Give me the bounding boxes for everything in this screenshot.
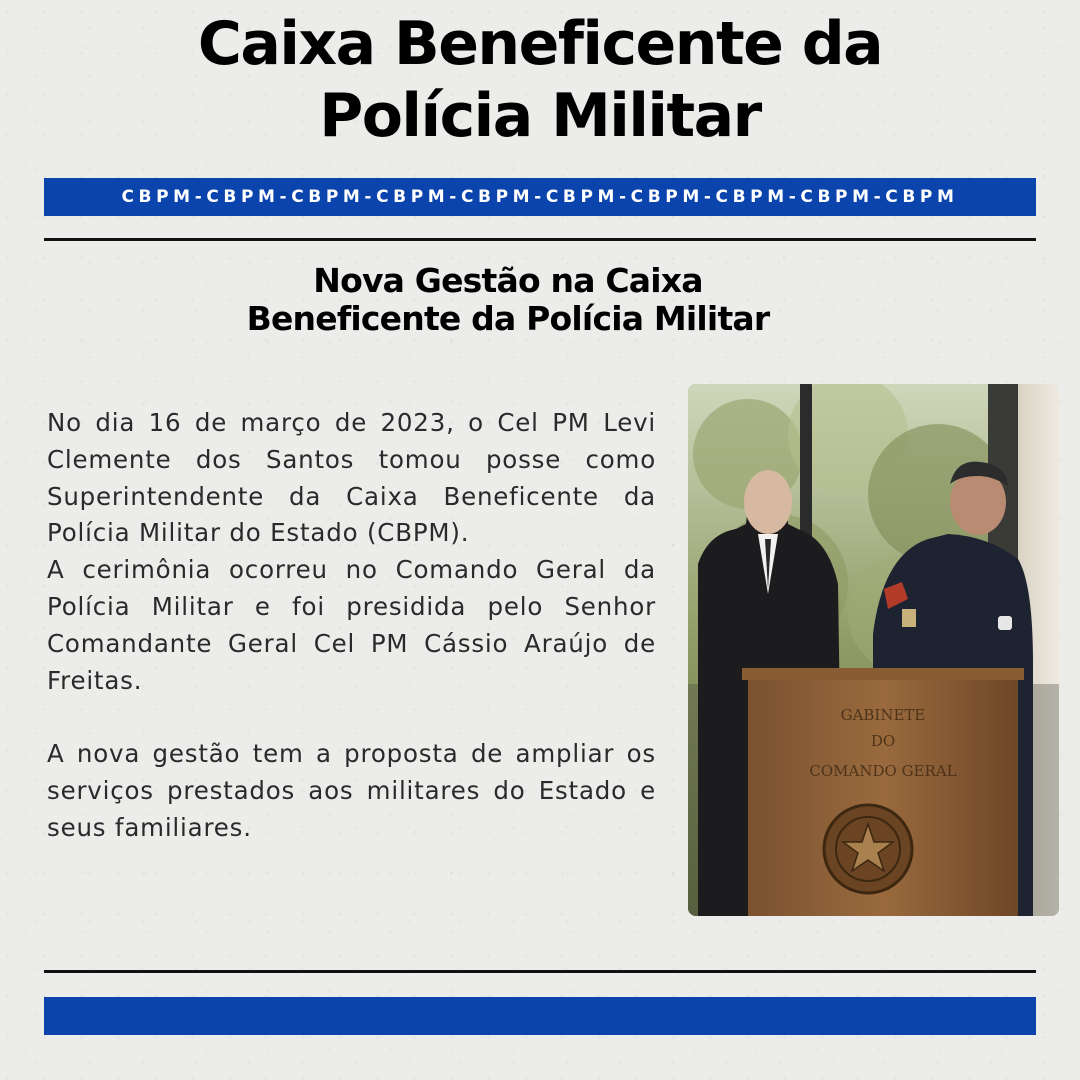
paragraph-spacer (47, 699, 656, 736)
divider-top (44, 238, 1036, 241)
headline-line-2: Beneficente da Polícia Militar (246, 299, 770, 338)
article-paragraph-1: No dia 16 de março de 2023, o Cel PM Levi Clemente dos Santos tomou posse como Superintendente da Caixa Beneficente da Polícia Militar do Estado (CBPM). (47, 408, 656, 548)
bottom-banner (44, 997, 1036, 1035)
lectern-text-line-3: COMANDO GERAL (809, 762, 957, 780)
page-title (0, 8, 1080, 152)
ceremony-photo-illustration (688, 384, 1059, 916)
headline-line-1: Nova Gestão na Caixa (313, 261, 703, 300)
article-paragraph-3: A nova gestão tem a proposta de ampliar os serviços prestados aos militares do Estado e seus familiares. (47, 739, 656, 842)
title-line-1: Caixa Beneficente da (197, 9, 883, 79)
title-line-2: Polícia Militar (319, 81, 761, 151)
article-headline (0, 262, 1016, 338)
lectern-text-line-2: DO (870, 732, 896, 750)
top-banner (44, 178, 1036, 216)
lectern-text-line-1: GABINETE (840, 706, 926, 724)
ceremony-photo (688, 384, 1059, 916)
divider-bottom (44, 970, 1036, 973)
banner-text: CBPM-CBPM-CBPM-CBPM-CBPM-CBPM-CBPM-CBPM-CBPM-CBPM (121, 187, 959, 207)
article-body (47, 405, 656, 847)
article-paragraph-2: A cerimônia ocorreu no Comando Geral da Polícia Militar e foi presidida pelo Senhor Comandante Geral Cel PM Cássio Araújo de Freitas. (47, 555, 656, 695)
